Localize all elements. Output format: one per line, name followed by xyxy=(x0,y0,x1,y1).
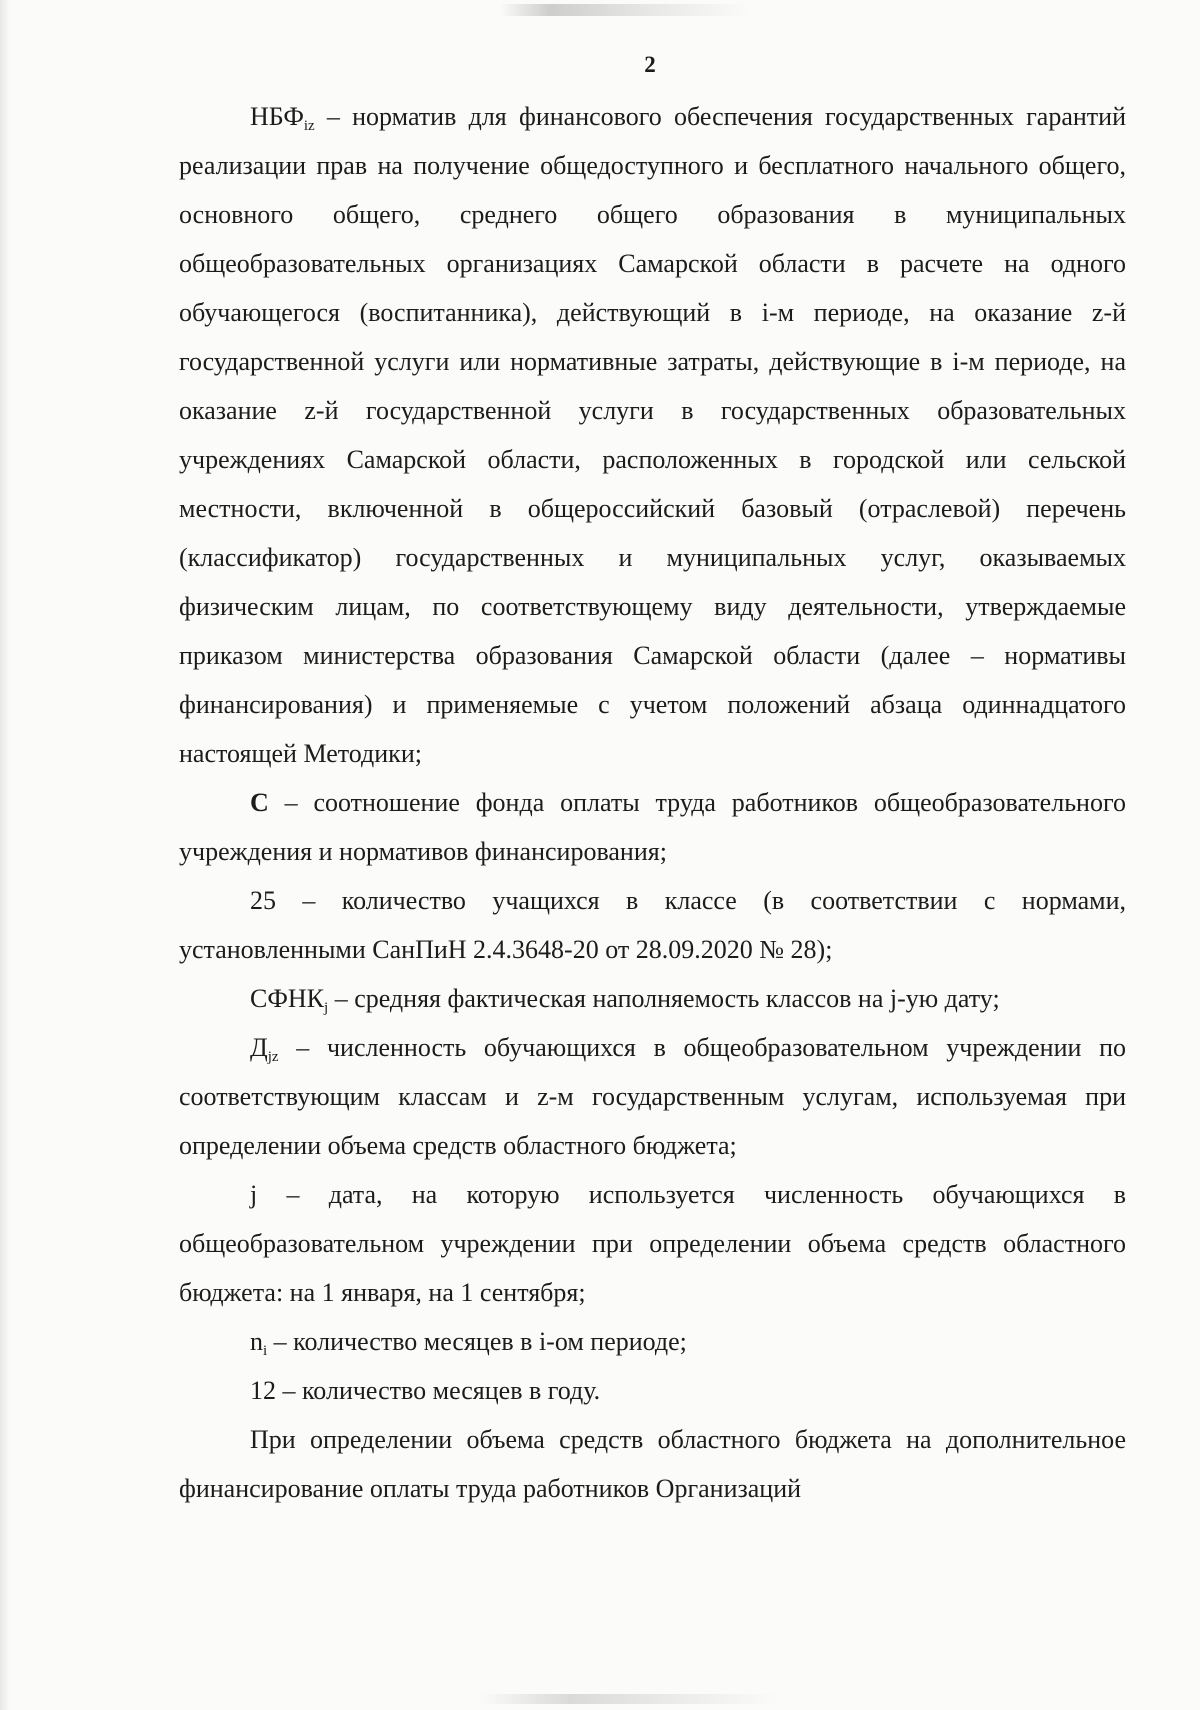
term-sfnk-subscript: j xyxy=(324,1000,329,1016)
paragraph-text: – норматив для финансового обеспечения государственных гарантий реализации прав на получение общедоступного и бесплатного начального общего, основного общего, среднего общего образования в муниципальных общеобразовательных организациях Самарской области в расчете на одного обучающегося (воспитанника), действующий в i-м периоде, на оказание z-й государственной услуги или нормативные затраты, действующие в i-м периоде, на оказание z-й государственной услуги в государственных образовательных учреждениях Самарской области, расположенных в городской или сельской местности, включенной в общероссийский базовый (отраслевой) перечень (классификатор) государственных и муниципальных услуг, оказываемых физическим лицам, по соответствующему виду деятельности, утверждаемые приказом министерства образования Самарской области (далее – нормативы финансирования) и применяемые с учетом положений абзаца одиннадцатого настоящей Методики; xyxy=(179,102,1126,768)
paragraph-text: При определении объема средств областного бюджета на дополнительное финансирование оплаты труда работников Организаций xyxy=(179,1425,1126,1503)
page-number: 2 xyxy=(644,52,656,77)
paragraph-text: – численность обучающихся в общеобразовательном учреждении по соответствующим классам и z-м государственным услугам, используемая при определении объема средств областного бюджета; xyxy=(179,1033,1126,1160)
paragraph-text: 12 – количество месяцев в году. xyxy=(250,1376,601,1405)
paragraph-d-definition xyxy=(179,1023,1126,1170)
scan-artifact-bottom xyxy=(480,1694,780,1704)
paragraph-additional-funding xyxy=(179,1415,1126,1513)
term-sfnk: СФНК xyxy=(250,984,325,1013)
paragraph-text: j – дата, на которую используется численность обучающихся в общеобразовательном учреждении при определении объема средств областного бюджета: на 1 января, на 1 сентября; xyxy=(179,1180,1126,1307)
term-n: n xyxy=(250,1327,263,1356)
term-nbf: НБФ xyxy=(250,102,304,131)
paragraph-12-definition xyxy=(179,1366,1126,1415)
paragraph-nbf-definition xyxy=(179,92,1126,778)
paragraph-text: – соотношение фонда оплаты труда работников общеобразовательного учреждения и нормативов финансирования; xyxy=(179,788,1126,866)
scan-edge-shadow xyxy=(0,0,10,1710)
term-nbf-subscript: iz xyxy=(303,118,315,134)
paragraph-c-definition xyxy=(179,778,1126,876)
paragraph-text: – количество месяцев в i-ом периоде; xyxy=(267,1327,687,1356)
paragraph-text: – средняя фактическая наполняемость классов на j-ую дату; xyxy=(328,984,1000,1013)
term-d: Д xyxy=(250,1033,268,1062)
paragraph-sfnk-definition xyxy=(179,974,1126,1023)
scan-artifact-top xyxy=(500,4,750,16)
document-body xyxy=(179,92,1126,1513)
paragraph-25-definition xyxy=(179,876,1126,974)
term-c: С xyxy=(250,788,269,817)
paragraph-n-definition xyxy=(179,1317,1126,1366)
paragraph-text: 25 – количество учащихся в классе (в соответствии с нормами, установленными СанПиН 2.4.3648-20 от 28.09.2020 № 28); xyxy=(179,886,1126,964)
term-n-subscript: i xyxy=(263,1343,268,1359)
paragraph-j-definition xyxy=(179,1170,1126,1317)
term-d-subscript: jz xyxy=(267,1049,279,1065)
